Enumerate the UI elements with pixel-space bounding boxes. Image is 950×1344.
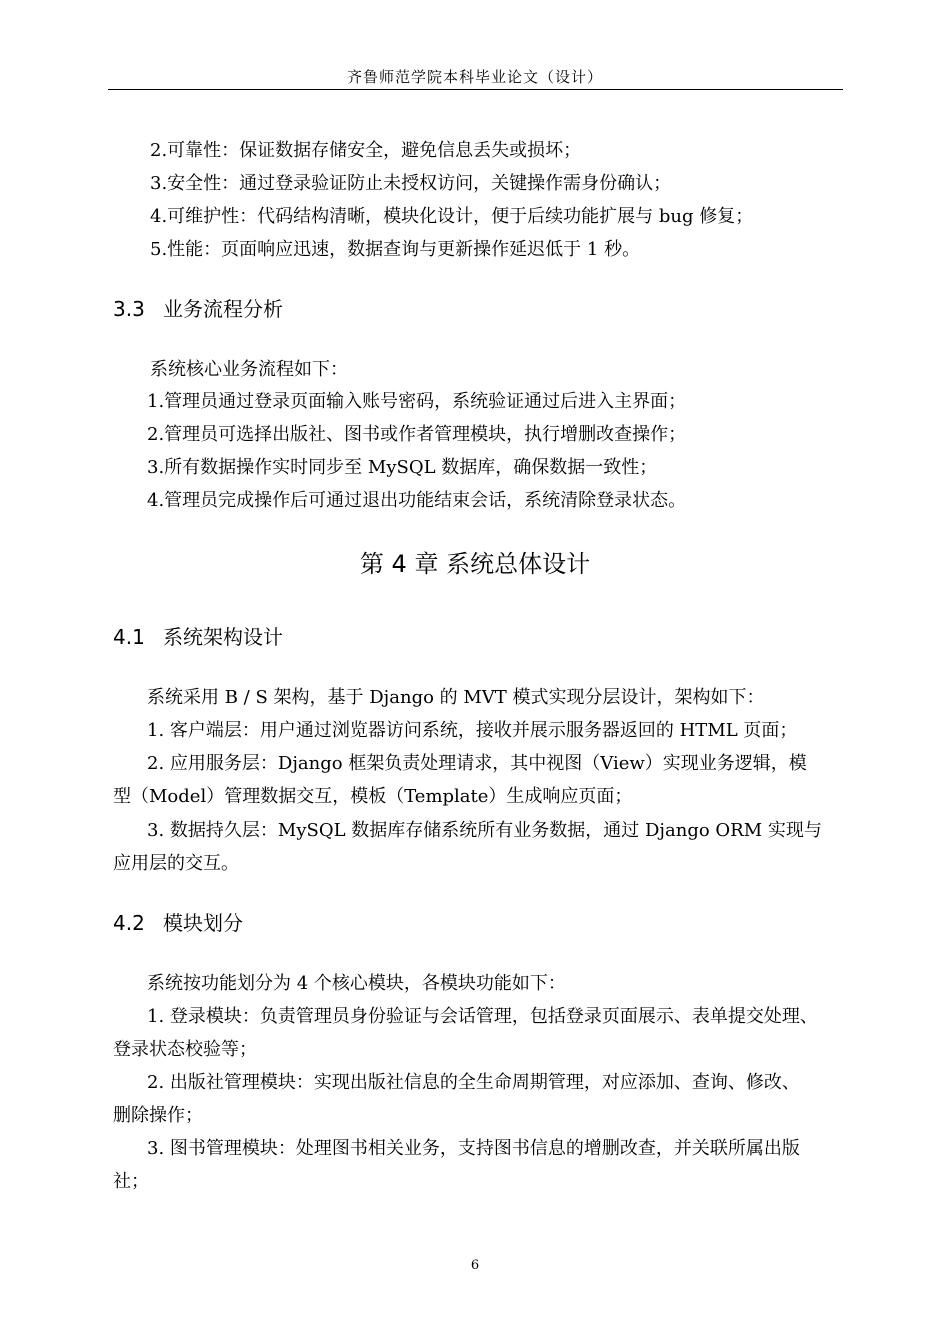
requirement-item: 5.性能：页面响应迅速，数据查询与更新操作延迟低于 1 秒。 [150,239,641,260]
paragraph-line: 型（Model）管理数据交互，模板（Template）生成响应页面； [113,786,633,807]
paragraph-line: 登录状态校验等； [113,1039,257,1060]
list-item: 3.所有数据操作实时同步至 MySQL 数据库，确保数据一致性； [147,457,658,478]
section-number: 4.1 [113,625,145,649]
section-heading-4-2 [113,910,243,936]
paragraph-line: 3. 图书管理模块：处理图书相关业务，支持图书信息的增删改查，并关联所属出版 [147,1138,800,1159]
requirement-item: 4.可维护性：代码结构清晰，模块化设计，便于后续功能扩展与 bug 修复； [150,206,754,227]
section-title: 系统架构设计 [163,625,283,649]
paragraph-intro: 系统核心业务流程如下： [150,359,348,380]
list-item: 4.管理员完成操作后可通过退出功能结束会话，系统清除登录状态。 [147,490,687,511]
paragraph-line: 系统按功能划分为 4 个核心模块，各模块功能如下： [147,973,566,994]
list-item: 2.管理员可选择出版社、图书或作者管理模块，执行增删改查操作； [147,424,687,445]
chapter-title: 第 4 章 系统总体设计 [359,550,591,578]
paragraph-line: 3. 数据持久层：MySQL 数据库存储系统所有业务数据，通过 Django ORM 实现与 [147,820,822,841]
paragraph-line: 社； [113,1171,149,1192]
requirement-item: 3.安全性：通过登录验证防止未授权访问，关键操作需身份确认； [150,173,672,194]
paragraph-line: 系统采用 B / S 架构，基于 Django 的 MVT 模式实现分层设计，架构如下： [147,687,765,708]
section-heading-4-1 [113,624,283,650]
paragraph-line: 2. 应用服务层：Django 框架负责处理请求，其中视图（View）实现业务逻辑，模 [147,753,807,774]
section-number: 3.3 [113,297,145,321]
section-number: 4.2 [113,911,145,935]
section-title: 模块划分 [163,911,243,935]
page-header: 齐鲁师范学院本科毕业论文（设计） [346,68,603,86]
requirement-item: 2.可靠性：保证数据存储安全，避免信息丢失或损坏； [150,140,582,161]
paragraph-line: 应用层的交互。 [113,853,239,874]
section-heading-3-3 [113,296,283,322]
paragraph-line: 1. 登录模块：负责管理员身份验证与会话管理，包括登录页面展示、表单提交处理、 [147,1006,818,1027]
header-rule [108,89,843,90]
list-item: 1.管理员通过登录页面输入账号密码，系统验证通过后进入主界面； [147,391,687,412]
section-title: 业务流程分析 [163,297,283,321]
paragraph-line: 删除操作； [113,1105,203,1126]
page-number: 6 [470,1258,480,1273]
paragraph-line: 1. 客户端层：用户通过浏览器访问系统，接收并展示服务器返回的 HTML 页面； [147,720,798,741]
paragraph-line: 2. 出版社管理模块：实现出版社信息的全生命周期管理，对应添加、查询、修改、 [147,1072,800,1093]
